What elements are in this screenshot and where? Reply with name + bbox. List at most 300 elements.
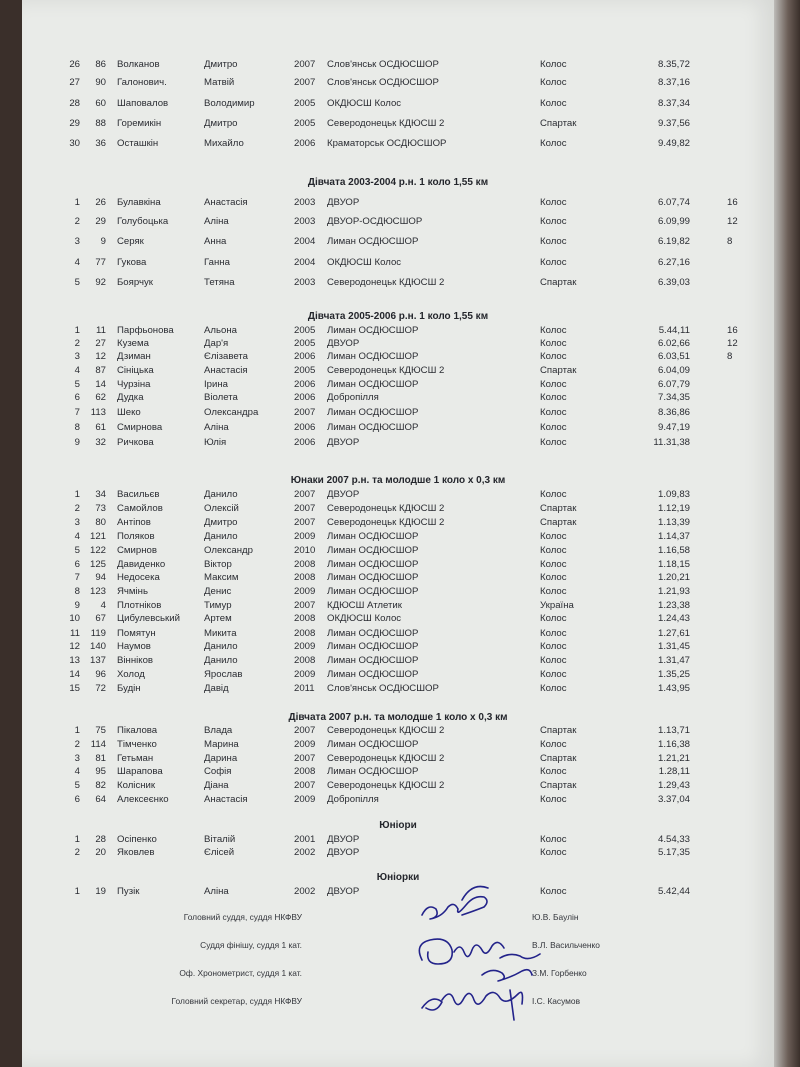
first-name-cell: Марина bbox=[204, 739, 239, 750]
club-cell: Лиман ОСДЮСШОР bbox=[327, 586, 419, 597]
section-heading: Дівчата 2005-2006 р.н. 1 коло 1,55 км bbox=[307, 311, 489, 322]
time-cell: 1.18,15 bbox=[657, 559, 690, 570]
table-row bbox=[22, 612, 774, 626]
bib-number-cell: 67 bbox=[95, 613, 106, 624]
birth-year-cell: 2008 bbox=[294, 655, 316, 666]
last-name-cell: Шаповалов bbox=[117, 98, 169, 109]
table-row bbox=[22, 364, 774, 378]
club-cell: ОКДЮСШ Колос bbox=[327, 257, 402, 268]
team-cell: Колос bbox=[540, 531, 567, 542]
place-cell: 29 bbox=[69, 118, 80, 129]
first-name-cell: Юлія bbox=[204, 437, 227, 448]
club-cell: Северодонецьк КДЮСШ 2 bbox=[327, 725, 445, 736]
bib-number-cell: 62 bbox=[95, 392, 106, 403]
last-name-cell: Горемикін bbox=[117, 118, 162, 129]
club-cell: ДВУОР bbox=[327, 886, 360, 897]
team-cell: Колос bbox=[540, 683, 567, 694]
club-cell: Лиман ОСДЮСШОР bbox=[327, 236, 419, 247]
club-cell: ДВУОР bbox=[327, 834, 360, 845]
bib-number-cell: 113 bbox=[90, 407, 106, 418]
birth-year-cell: 2007 bbox=[294, 600, 316, 611]
place-cell: 5 bbox=[74, 379, 80, 390]
table-row bbox=[22, 502, 774, 516]
team-cell: Колос bbox=[540, 628, 567, 639]
signature-4 bbox=[422, 990, 523, 1020]
time-cell: 1.21,93 bbox=[657, 586, 690, 597]
place-cell: 10 bbox=[69, 613, 80, 624]
place-cell: 7 bbox=[74, 407, 80, 418]
place-cell: 5 bbox=[74, 277, 80, 288]
table-row bbox=[22, 324, 774, 338]
birth-year-cell: 2007 bbox=[294, 725, 316, 736]
club-cell: Добропілля bbox=[327, 392, 379, 403]
first-name-cell: Віктор bbox=[204, 559, 232, 570]
time-cell: 5.42,44 bbox=[657, 886, 690, 897]
bib-number-cell: 28 bbox=[95, 834, 106, 845]
bib-number-cell: 90 bbox=[95, 77, 106, 88]
club-cell: Лиман ОСДЮСШОР bbox=[327, 669, 419, 680]
last-name-cell: Парфьонова bbox=[117, 325, 174, 336]
first-name-cell: Максим bbox=[204, 572, 239, 583]
team-cell: Спартак bbox=[540, 780, 577, 791]
place-cell: 4 bbox=[74, 365, 80, 376]
place-cell: 1 bbox=[74, 725, 80, 736]
table-row bbox=[22, 58, 774, 72]
last-name-cell: Осіпенко bbox=[117, 834, 157, 845]
table-row bbox=[22, 421, 774, 435]
club-cell: ДВУОР bbox=[327, 437, 360, 448]
table-row bbox=[22, 765, 774, 779]
table-row bbox=[22, 406, 774, 420]
birth-year-cell: 2006 bbox=[294, 351, 316, 362]
time-cell: 1.23,38 bbox=[657, 600, 690, 611]
time-cell: 1.12,19 bbox=[657, 503, 690, 514]
team-cell: Колос bbox=[540, 351, 567, 362]
team-cell: Колос bbox=[540, 257, 567, 268]
last-name-cell: Ячмінь bbox=[117, 586, 148, 597]
bib-number-cell: 137 bbox=[89, 655, 106, 666]
team-cell: Колос bbox=[540, 489, 567, 500]
bib-number-cell: 92 bbox=[95, 277, 106, 288]
place-cell: 6 bbox=[74, 559, 80, 570]
table-row bbox=[22, 558, 774, 572]
club-cell: ДВУОР bbox=[327, 489, 360, 500]
first-name-cell: Микита bbox=[204, 628, 237, 639]
club-cell: ДВУОР bbox=[327, 847, 360, 858]
section-heading: Дівчата 2003-2004 р.н. 1 коло 1,55 км bbox=[307, 177, 489, 188]
team-cell: Україна bbox=[540, 600, 574, 611]
bib-number-cell: 73 bbox=[95, 503, 106, 514]
bib-number-cell: 140 bbox=[89, 641, 106, 652]
bib-number-cell: 11 bbox=[96, 325, 106, 336]
bib-number-cell: 34 bbox=[95, 489, 106, 500]
place-cell: 14 bbox=[69, 669, 80, 680]
time-cell: 6.07,79 bbox=[657, 379, 690, 390]
bib-number-cell: 27 bbox=[95, 338, 106, 349]
last-name-cell: Помятун bbox=[117, 628, 156, 639]
team-cell: Колос bbox=[540, 794, 567, 805]
table-row bbox=[22, 436, 774, 450]
bib-number-cell: 26 bbox=[95, 197, 106, 208]
team-cell: Колос bbox=[540, 572, 567, 583]
time-cell: 1.43,95 bbox=[657, 683, 690, 694]
first-name-cell: Артем bbox=[204, 613, 232, 624]
place-cell: 6 bbox=[74, 392, 80, 403]
table-background-edge bbox=[770, 0, 800, 1067]
first-name-cell: Дмитро bbox=[204, 118, 238, 129]
last-name-cell: Булавкіна bbox=[117, 197, 161, 208]
time-cell: 1.16,38 bbox=[657, 739, 690, 750]
table-row bbox=[22, 117, 774, 131]
place-cell: 2 bbox=[74, 847, 80, 858]
time-cell: 6.19,82 bbox=[657, 236, 690, 247]
last-name-cell: Чурзіна bbox=[117, 379, 151, 390]
time-cell: 1.31,47 bbox=[657, 655, 690, 666]
bib-number-cell: 64 bbox=[95, 794, 106, 805]
birth-year-cell: 2009 bbox=[294, 669, 316, 680]
birth-year-cell: 2008 bbox=[294, 766, 316, 777]
team-cell: Колос bbox=[540, 77, 567, 88]
table-row bbox=[22, 738, 774, 752]
table-row bbox=[22, 276, 774, 290]
last-name-cell: Серяк bbox=[117, 236, 144, 247]
table-row bbox=[22, 530, 774, 544]
signature-role: Головний секретар, суддя НКФВУ bbox=[171, 996, 302, 1006]
last-name-cell: Вінніков bbox=[117, 655, 153, 666]
birth-year-cell: 2011 bbox=[294, 683, 315, 694]
time-cell: 6.39,03 bbox=[657, 277, 690, 288]
club-cell: Лиман ОСДЮСШОР bbox=[327, 325, 419, 336]
last-name-cell: Цибулевський bbox=[117, 613, 180, 624]
first-name-cell: Данило bbox=[204, 489, 238, 500]
table-row bbox=[22, 391, 774, 405]
team-cell: Колос bbox=[540, 437, 567, 448]
team-cell: Колос bbox=[540, 586, 567, 597]
first-name-cell: Матвій bbox=[204, 77, 235, 88]
birth-year-cell: 2007 bbox=[294, 753, 316, 764]
place-cell: 5 bbox=[74, 780, 80, 791]
signature-2 bbox=[419, 939, 540, 964]
team-cell: Колос bbox=[540, 59, 567, 70]
place-cell: 3 bbox=[74, 351, 80, 362]
bib-number-cell: 32 bbox=[95, 437, 106, 448]
first-name-cell: Дмитро bbox=[204, 59, 238, 70]
club-cell: Лиман ОСДЮСШОР bbox=[327, 422, 419, 433]
section-heading: Юніори bbox=[379, 820, 417, 831]
birth-year-cell: 2009 bbox=[294, 586, 316, 597]
table-row bbox=[22, 137, 774, 151]
last-name-cell: Колісник bbox=[117, 780, 156, 791]
points-cell: 16 bbox=[727, 325, 738, 336]
time-cell: 6.09,99 bbox=[657, 216, 690, 227]
time-cell: 1.13,39 bbox=[657, 517, 690, 528]
last-name-cell: Гетьман bbox=[117, 753, 154, 764]
team-cell: Колос bbox=[540, 338, 567, 349]
place-cell: 26 bbox=[69, 59, 80, 70]
last-name-cell: Плотніков bbox=[117, 600, 162, 611]
first-name-cell: Аліна bbox=[204, 886, 229, 897]
team-cell: Колос bbox=[540, 236, 567, 247]
points-cell: 8 bbox=[727, 351, 733, 362]
first-name-cell: Денис bbox=[204, 586, 232, 597]
team-cell: Спартак bbox=[540, 118, 577, 129]
table-row bbox=[22, 724, 774, 738]
time-cell: 6.02,66 bbox=[657, 338, 690, 349]
club-cell: Слов'янськ ОСДЮСШОР bbox=[327, 683, 439, 694]
bib-number-cell: 75 bbox=[95, 725, 106, 736]
first-name-cell: Тетяна bbox=[204, 277, 235, 288]
section-heading: Юнаки 2007 р.н. та молодше 1 коло х 0,3 км bbox=[290, 475, 506, 486]
birth-year-cell: 2008 bbox=[294, 559, 316, 570]
team-cell: Колос bbox=[540, 422, 567, 433]
time-cell: 9.47,19 bbox=[657, 422, 690, 433]
birth-year-cell: 2006 bbox=[294, 138, 316, 149]
time-cell: 9.37,56 bbox=[657, 118, 690, 129]
table-row bbox=[22, 833, 774, 847]
birth-year-cell: 2009 bbox=[294, 531, 316, 542]
bib-number-cell: 87 bbox=[95, 365, 106, 376]
first-name-cell: Ірина bbox=[204, 379, 228, 390]
first-name-cell: Михайло bbox=[204, 138, 244, 149]
place-cell: 1 bbox=[74, 886, 80, 897]
table-row bbox=[22, 640, 774, 654]
team-cell: Колос bbox=[540, 559, 567, 570]
club-cell: ДВУОР bbox=[327, 197, 360, 208]
bib-number-cell: 86 bbox=[95, 59, 106, 70]
last-name-cell: Самойлов bbox=[117, 503, 163, 514]
time-cell: 1.16,58 bbox=[657, 545, 690, 556]
bib-number-cell: 60 bbox=[95, 98, 106, 109]
birth-year-cell: 2008 bbox=[294, 613, 316, 624]
club-cell: Северодонецьк КДЮСШ 2 bbox=[327, 780, 445, 791]
place-cell: 1 bbox=[74, 489, 80, 500]
place-cell: 4 bbox=[74, 766, 80, 777]
team-cell: Колос bbox=[540, 392, 567, 403]
place-cell: 13 bbox=[69, 655, 80, 666]
first-name-cell: Єлісей bbox=[204, 847, 235, 858]
time-cell: 8.37,16 bbox=[657, 77, 690, 88]
club-cell: Лиман ОСДЮСШОР bbox=[327, 407, 419, 418]
team-cell: Колос bbox=[540, 766, 567, 777]
table-row bbox=[22, 885, 774, 899]
bib-number-cell: 19 bbox=[95, 886, 106, 897]
birth-year-cell: 2008 bbox=[294, 628, 316, 639]
birth-year-cell: 2006 bbox=[294, 437, 316, 448]
signature-role: Оф. Хронометрист, суддя 1 кат. bbox=[179, 968, 302, 978]
time-cell: 7.34,35 bbox=[657, 392, 690, 403]
last-name-cell: Галонович. bbox=[117, 77, 167, 88]
first-name-cell: Давід bbox=[204, 683, 229, 694]
section-heading: Юніорки bbox=[376, 872, 420, 883]
table-row bbox=[22, 627, 774, 641]
club-cell: Лиман ОСДЮСШОР bbox=[327, 572, 419, 583]
bib-number-cell: 4 bbox=[100, 600, 106, 611]
time-cell: 1.28,11 bbox=[658, 766, 690, 777]
bib-number-cell: 123 bbox=[89, 586, 106, 597]
first-name-cell: Анастасія bbox=[204, 197, 248, 208]
team-cell: Колос bbox=[540, 545, 567, 556]
points-cell: 12 bbox=[727, 338, 738, 349]
bib-number-cell: 77 bbox=[95, 257, 106, 268]
birth-year-cell: 2006 bbox=[294, 379, 316, 390]
points-cell: 8 bbox=[727, 236, 733, 247]
table-row bbox=[22, 256, 774, 270]
bib-number-cell: 14 bbox=[95, 379, 106, 390]
club-cell: Северодонецьк КДЮСШ 2 bbox=[327, 118, 445, 129]
section-heading: Дівчата 2007 р.н. та молодше 1 коло х 0,3 км bbox=[288, 712, 508, 723]
first-name-cell: Віолета bbox=[204, 392, 238, 403]
team-cell: Спартак bbox=[540, 365, 577, 376]
club-cell: Лиман ОСДЮСШОР bbox=[327, 531, 419, 542]
table-row bbox=[22, 235, 774, 249]
birth-year-cell: 2005 bbox=[294, 365, 316, 376]
last-name-cell: Смирнов bbox=[117, 545, 157, 556]
bib-number-cell: 125 bbox=[89, 559, 106, 570]
last-name-cell: Поляков bbox=[117, 531, 155, 542]
place-cell: 1 bbox=[74, 834, 80, 845]
last-name-cell: Осташкін bbox=[117, 138, 159, 149]
first-name-cell: Ярослав bbox=[204, 669, 243, 680]
first-name-cell: Володимир bbox=[204, 98, 255, 109]
club-cell: Северодонецьк КДЮСШ 2 bbox=[327, 753, 445, 764]
birth-year-cell: 2006 bbox=[294, 422, 316, 433]
birth-year-cell: 2009 bbox=[294, 794, 316, 805]
last-name-cell: Дудка bbox=[117, 392, 144, 403]
place-cell: 9 bbox=[74, 600, 80, 611]
team-cell: Спартак bbox=[540, 753, 577, 764]
time-cell: 1.09,83 bbox=[657, 489, 690, 500]
first-name-cell: Віталій bbox=[204, 834, 236, 845]
birth-year-cell: 2002 bbox=[294, 847, 316, 858]
place-cell: 2 bbox=[74, 216, 80, 227]
bib-number-cell: 122 bbox=[89, 545, 106, 556]
last-name-cell: Давиденко bbox=[117, 559, 166, 570]
last-name-cell: Ричкова bbox=[117, 437, 154, 448]
club-cell: Лиман ОСДЮСШОР bbox=[327, 766, 419, 777]
place-cell: 1 bbox=[74, 325, 80, 336]
last-name-cell: Холод bbox=[117, 669, 145, 680]
birth-year-cell: 2005 bbox=[294, 325, 316, 336]
team-cell: Колос bbox=[540, 216, 567, 227]
last-name-cell: Яковлев bbox=[117, 847, 155, 858]
time-cell: 5.17,35 bbox=[657, 847, 690, 858]
birth-year-cell: 2004 bbox=[294, 236, 316, 247]
last-name-cell: Антіпов bbox=[117, 517, 151, 528]
time-cell: 1.20,21 bbox=[657, 572, 690, 583]
club-cell: Лиман ОСДЮСШОР bbox=[327, 739, 419, 750]
last-name-cell: Голубоцька bbox=[117, 216, 169, 227]
table-row bbox=[22, 793, 774, 807]
last-name-cell: Шеко bbox=[117, 407, 141, 418]
time-cell: 3.37,04 bbox=[657, 794, 690, 805]
table-row bbox=[22, 76, 774, 90]
table-row bbox=[22, 668, 774, 682]
birth-year-cell: 2007 bbox=[294, 407, 316, 418]
team-cell: Спартак bbox=[540, 517, 577, 528]
team-cell: Колос bbox=[540, 886, 567, 897]
birth-year-cell: 2007 bbox=[294, 517, 316, 528]
time-cell: 1.35,25 bbox=[657, 669, 690, 680]
team-cell: Колос bbox=[540, 834, 567, 845]
bib-number-cell: 121 bbox=[89, 531, 106, 542]
team-cell: Колос bbox=[540, 847, 567, 858]
bib-number-cell: 9 bbox=[100, 236, 106, 247]
birth-year-cell: 2009 bbox=[294, 641, 316, 652]
birth-year-cell: 2007 bbox=[294, 503, 316, 514]
signatory-name: З.М. Горбенко bbox=[532, 968, 587, 978]
points-cell: 12 bbox=[727, 216, 738, 227]
bib-number-cell: 12 bbox=[95, 351, 106, 362]
bib-number-cell: 72 bbox=[95, 683, 106, 694]
team-cell: Колос bbox=[540, 138, 567, 149]
club-cell: Слов'янськ ОСДЮСШОР bbox=[327, 77, 439, 88]
last-name-cell: Шарапова bbox=[117, 766, 163, 777]
first-name-cell: Данило bbox=[204, 655, 238, 666]
team-cell: Колос bbox=[540, 641, 567, 652]
place-cell: 2 bbox=[74, 739, 80, 750]
first-name-cell: Ганна bbox=[204, 257, 230, 268]
place-cell: 8 bbox=[74, 586, 80, 597]
club-cell: Лиман ОСДЮСШОР bbox=[327, 641, 419, 652]
birth-year-cell: 2007 bbox=[294, 780, 316, 791]
team-cell: Спартак bbox=[540, 503, 577, 514]
last-name-cell: Боярчук bbox=[117, 277, 153, 288]
place-cell: 8 bbox=[74, 422, 80, 433]
time-cell: 8.35,72 bbox=[657, 59, 690, 70]
time-cell: 1.29,43 bbox=[657, 780, 690, 791]
table-row bbox=[22, 585, 774, 599]
club-cell: Северодонецьк КДЮСШ 2 bbox=[327, 365, 445, 376]
table-row bbox=[22, 350, 774, 364]
birth-year-cell: 2003 bbox=[294, 216, 316, 227]
place-cell: 1 bbox=[74, 197, 80, 208]
place-cell: 3 bbox=[74, 753, 80, 764]
bib-number-cell: 36 bbox=[95, 138, 106, 149]
time-cell: 1.21,21 bbox=[657, 753, 690, 764]
last-name-cell: Сініцька bbox=[117, 365, 154, 376]
results-sheet bbox=[22, 0, 774, 1067]
club-cell: Лиман ОСДЮСШОР bbox=[327, 379, 419, 390]
club-cell: Краматорськ ОСДЮСШОР bbox=[327, 138, 447, 149]
place-cell: 2 bbox=[74, 338, 80, 349]
first-name-cell: Данило bbox=[204, 641, 238, 652]
first-name-cell: Дар'я bbox=[204, 338, 229, 349]
time-cell: 6.04,09 bbox=[657, 365, 690, 376]
bib-number-cell: 95 bbox=[95, 766, 106, 777]
time-cell: 5.44,11 bbox=[658, 325, 690, 336]
first-name-cell: Аліна bbox=[204, 422, 229, 433]
signatory-name: Ю.В. Баулін bbox=[532, 912, 579, 922]
club-cell: Лиман ОСДЮСШОР bbox=[327, 655, 419, 666]
time-cell: 4.54,33 bbox=[657, 834, 690, 845]
first-name-cell: Тимур bbox=[204, 600, 232, 611]
table-row bbox=[22, 571, 774, 585]
birth-year-cell: 2004 bbox=[294, 257, 316, 268]
first-name-cell: Олександр bbox=[204, 545, 253, 556]
table-row bbox=[22, 215, 774, 229]
table-row bbox=[22, 599, 774, 613]
club-cell: КДЮСШ Атлетик bbox=[327, 600, 402, 611]
team-cell: Колос bbox=[540, 669, 567, 680]
place-cell: 5 bbox=[74, 545, 80, 556]
points-cell: 16 bbox=[727, 197, 738, 208]
table-row bbox=[22, 752, 774, 766]
time-cell: 6.27,16 bbox=[657, 257, 690, 268]
team-cell: Колос bbox=[540, 655, 567, 666]
team-cell: Спартак bbox=[540, 725, 577, 736]
table-row bbox=[22, 196, 774, 210]
birth-year-cell: 2003 bbox=[294, 277, 316, 288]
